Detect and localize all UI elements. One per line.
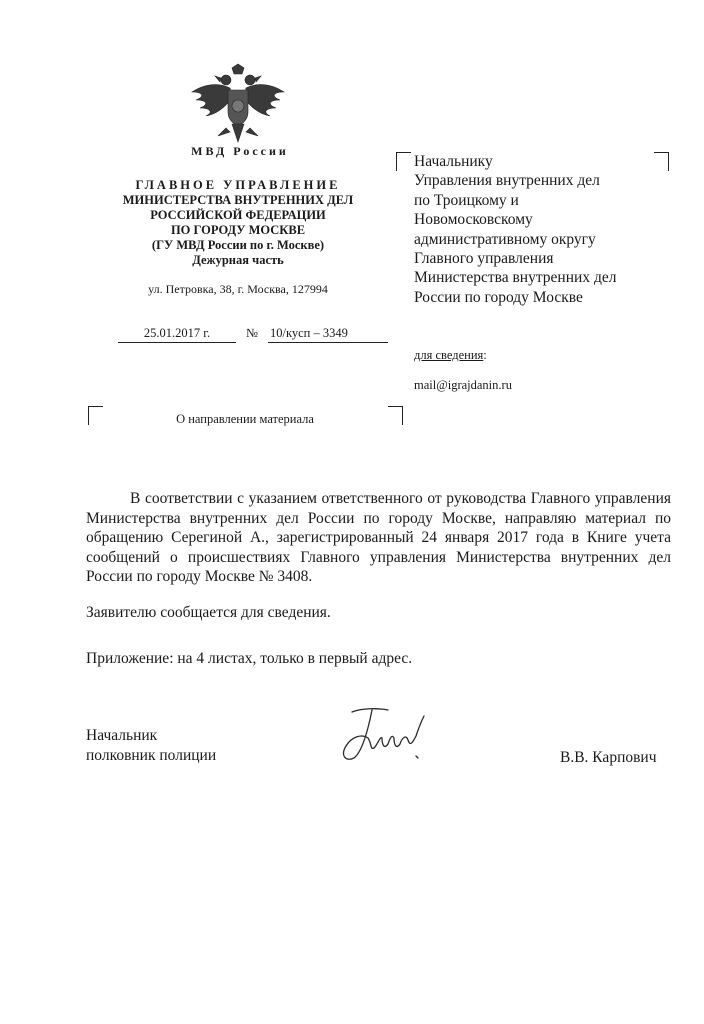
handwritten-signature-icon xyxy=(332,700,442,774)
org-line: (ГУ МВД России по г. Москве) xyxy=(151,238,325,252)
signer-name: В.В. Карпович xyxy=(560,749,657,766)
signer-title xyxy=(86,726,216,765)
addressee-line: Новомосковскому xyxy=(414,211,533,229)
signer-rank: полковник полиции xyxy=(86,746,217,764)
addressee-line: Министерства внутренних дел xyxy=(414,269,617,287)
letter-subject: О направлении материала xyxy=(176,412,314,426)
registration-number: 10/кусп – 3349 xyxy=(268,326,388,343)
addressee-line: России по городу Москве xyxy=(414,288,583,306)
info-copy-email: mail@igrajdanin.ru xyxy=(414,378,512,392)
addressee-line: Начальнику xyxy=(414,153,493,170)
signer-position: Начальник xyxy=(86,727,158,744)
addressee-line: Управления внутренних дел xyxy=(414,172,600,190)
addressee-line: административному округу xyxy=(414,230,596,248)
notice-line: Заявителю сообщается для сведения. xyxy=(86,604,331,621)
addressee-line: Главного управления xyxy=(414,250,554,268)
addressee-bracket-left xyxy=(396,152,411,171)
addressee-line: по Троицкому и xyxy=(414,191,519,209)
letter-body xyxy=(86,489,671,587)
org-line: ПО ГОРОДУ МОСКВЕ xyxy=(170,223,306,237)
main-paragraph: В соответствии с указанием ответственного от руководства Главного управления Министерства внутренних дел России по городу Москве, направляю материал по обращению Серегиной А., зарегистрированный 24 января 2017 года в Книге учета сообщений о происшествиях Главного управления Министерства внутренних дел России по городу Москве № 3408. xyxy=(86,490,671,585)
org-line: Дежурная часть xyxy=(192,253,284,267)
registration-date: 25.01.2017 г. xyxy=(118,326,236,343)
org-line: РОССИЙСКОЙ ФЕДЕРАЦИИ xyxy=(150,208,326,222)
double-headed-eagle-emblem-icon xyxy=(188,62,288,150)
attachment-line: Приложение: на 4 листах, только в первый адрес. xyxy=(86,650,413,667)
info-copy-label-colon: : xyxy=(483,348,487,362)
info-copy-label xyxy=(414,348,487,363)
org-line: ГЛАВНОЕ УПРАВЛЕНИЕ xyxy=(135,178,341,192)
subject-bracket-right xyxy=(388,406,403,425)
org-line: МИНИСТЕРСТВА ВНУТРЕННИХ ДЕЛ xyxy=(122,193,354,207)
info-copy-label-text: для сведения xyxy=(414,348,484,362)
registration-number-label: № xyxy=(246,326,258,340)
org-full-name xyxy=(100,178,376,268)
org-short-name: МВД России xyxy=(191,144,289,158)
addressee-block xyxy=(414,152,674,307)
org-address: ул. Петровка, 38, г. Москва, 127994 xyxy=(148,282,328,296)
